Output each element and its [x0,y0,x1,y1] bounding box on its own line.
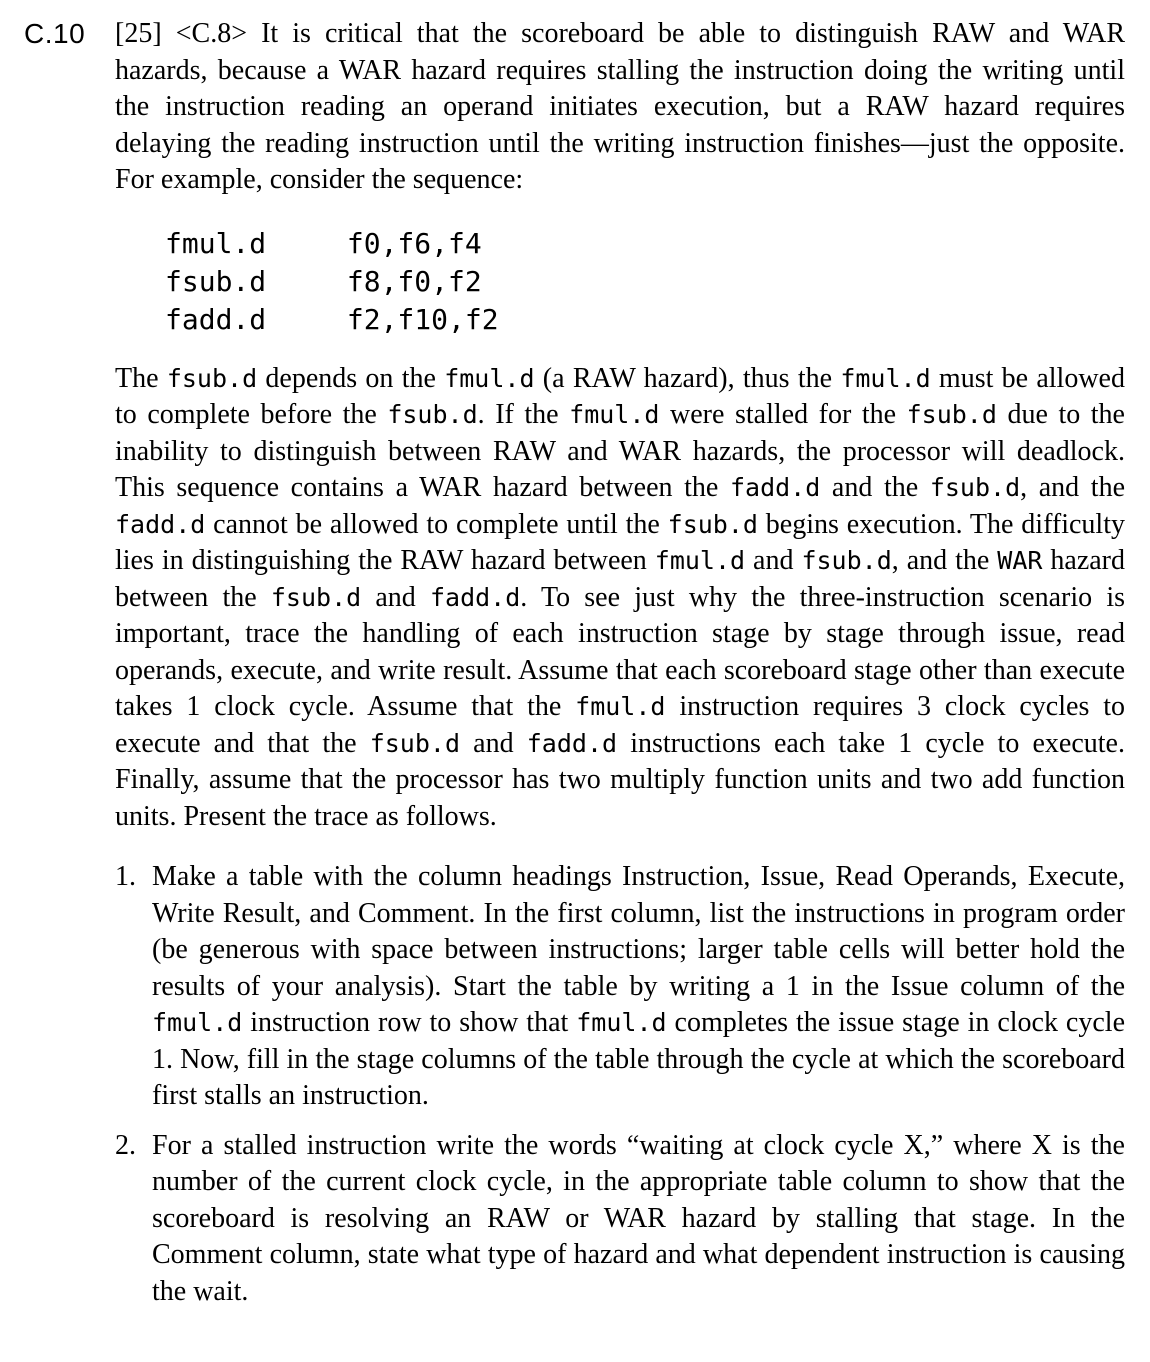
body-paragraph [115,361,1125,836]
list-item-text [152,1128,1125,1311]
text-run: instruction row to show that [242,1007,577,1038]
text-run: (a RAW hazard), thus the [534,362,841,394]
text-run: , and the [891,545,998,576]
text-run: . To see just why the three-instruction scenario is important, trace the handling of each instruction stage by stage through issue, read operands, execute, and write result. Assume that each scoreboard stage other than execute takes 1 clock cycle. Assume that the [115,581,1125,722]
inline-code: fmul.d [575,692,666,721]
list-item [115,859,1125,1115]
inline-code: fsub.d [667,509,758,539]
text-run: instruction requires 3 clock cycles to execute and that the [115,691,1125,759]
list-item-number: 2. [115,1129,136,1161]
text-run: and the [820,472,930,503]
inline-code: fsub.d [801,546,892,575]
exercise-number: C.10 [24,18,86,49]
exercise-body [115,16,1125,1310]
text-run: and [745,545,802,576]
inline-code: WAR [997,546,1043,575]
code-operands: f2,f10,f2 [346,302,499,336]
inline-code: fmul.d [654,546,746,575]
inline-code: fsub.d [270,582,362,612]
text-run: begins execution. The difficulty lies in distinguishing the RAW hazard between [115,508,1125,576]
text-run: For a stalled instruction write the words “waiting at clock cycle X,” where X is the number of the current clock cycle, in the appropriate table column to show that the scoreboard is resolving an RAW or WAR hazard by stalling that stage. In the Comment column, state what type of hazard and what dependent instruction is causing the wait. [152,1129,1125,1307]
code-operands: f8,f0,f2 [346,264,482,298]
text-run: cannot be allowed to complete until the [205,508,668,540]
text-run: must be allowed to complete before the [115,362,1125,430]
inline-code: fsub.d [929,473,1021,502]
code-operands: f0,f6,f4 [346,226,482,260]
inline-code: fmul.d [576,1008,667,1037]
text-run: were stalled for the [659,399,907,430]
inline-code: fsub.d [369,728,461,758]
code-line [165,301,1125,339]
text-run: , and the [1020,472,1126,503]
text-run: depends on the [257,362,445,394]
code-line [165,225,1125,263]
text-run: instructions each take 1 cycle to execute. Finally, assume that the processor has two multiply function units and two add function units. Present the trace as follows. [115,727,1125,832]
exercise-c10 [0,16,1150,1310]
inline-code: fsub.d [166,363,258,393]
text-run: and [361,581,430,613]
inline-code: fmul.d [840,363,931,393]
text-run: completes the issue stage in clock cycle 1. Now, fill in the stage columns of the table through the cycle at which the scoreboard first stalls an instruction. [152,1007,1125,1111]
inline-code: fadd.d [729,473,821,502]
text-run: due to the inability to distinguish between RAW and WAR hazards, the processor will deadlock. This sequence contains a WAR hazard between the [115,399,1125,503]
list-item [115,1128,1125,1311]
intro-paragraph: [25] <C.8> It is critical that the scoreboard be able to distinguish RAW and WAR hazards, because a WAR hazard requires stalling the instruction doing the writing until the instruction reading an operand initiates execution, but a RAW hazard requires delaying the reading instruction until the writing instruction finishes—just the opposite. For example, consider the sequence: [115,18,1125,195]
text-run: and [460,727,527,759]
steps-list [115,859,1125,1310]
inline-code: fadd.d [429,582,521,612]
list-item-text [152,859,1125,1115]
code-opcode: fsub.d [165,264,267,298]
inline-code: fmul.d [569,400,660,429]
code-block [165,225,1125,339]
inline-code: fadd.d [526,728,618,758]
inline-code: fadd.d [115,509,206,539]
text-run: . If the [477,399,570,430]
inline-code: fmul.d [152,1008,243,1037]
code-line [165,263,1125,301]
text-run: hazard between the [115,545,1126,613]
inline-code: fsub.d [906,400,997,429]
text-run: The [115,362,167,394]
text-run: Make a table with the column headings Instruction, Issue, Read Operands, Execute, Write Result, and Comment. In the first column, list the instructions in program order (be generous with space between instructions; larger table cells will better hold the results of your analysis). Start the table by writing a 1 in the Issue column of the [152,861,1125,1002]
inline-code: fmul.d [444,363,535,393]
code-opcode: fmul.d [165,226,267,260]
list-item-number: 1. [115,861,136,892]
inline-code: fsub.d [387,400,478,429]
code-opcode: fadd.d [165,302,267,336]
